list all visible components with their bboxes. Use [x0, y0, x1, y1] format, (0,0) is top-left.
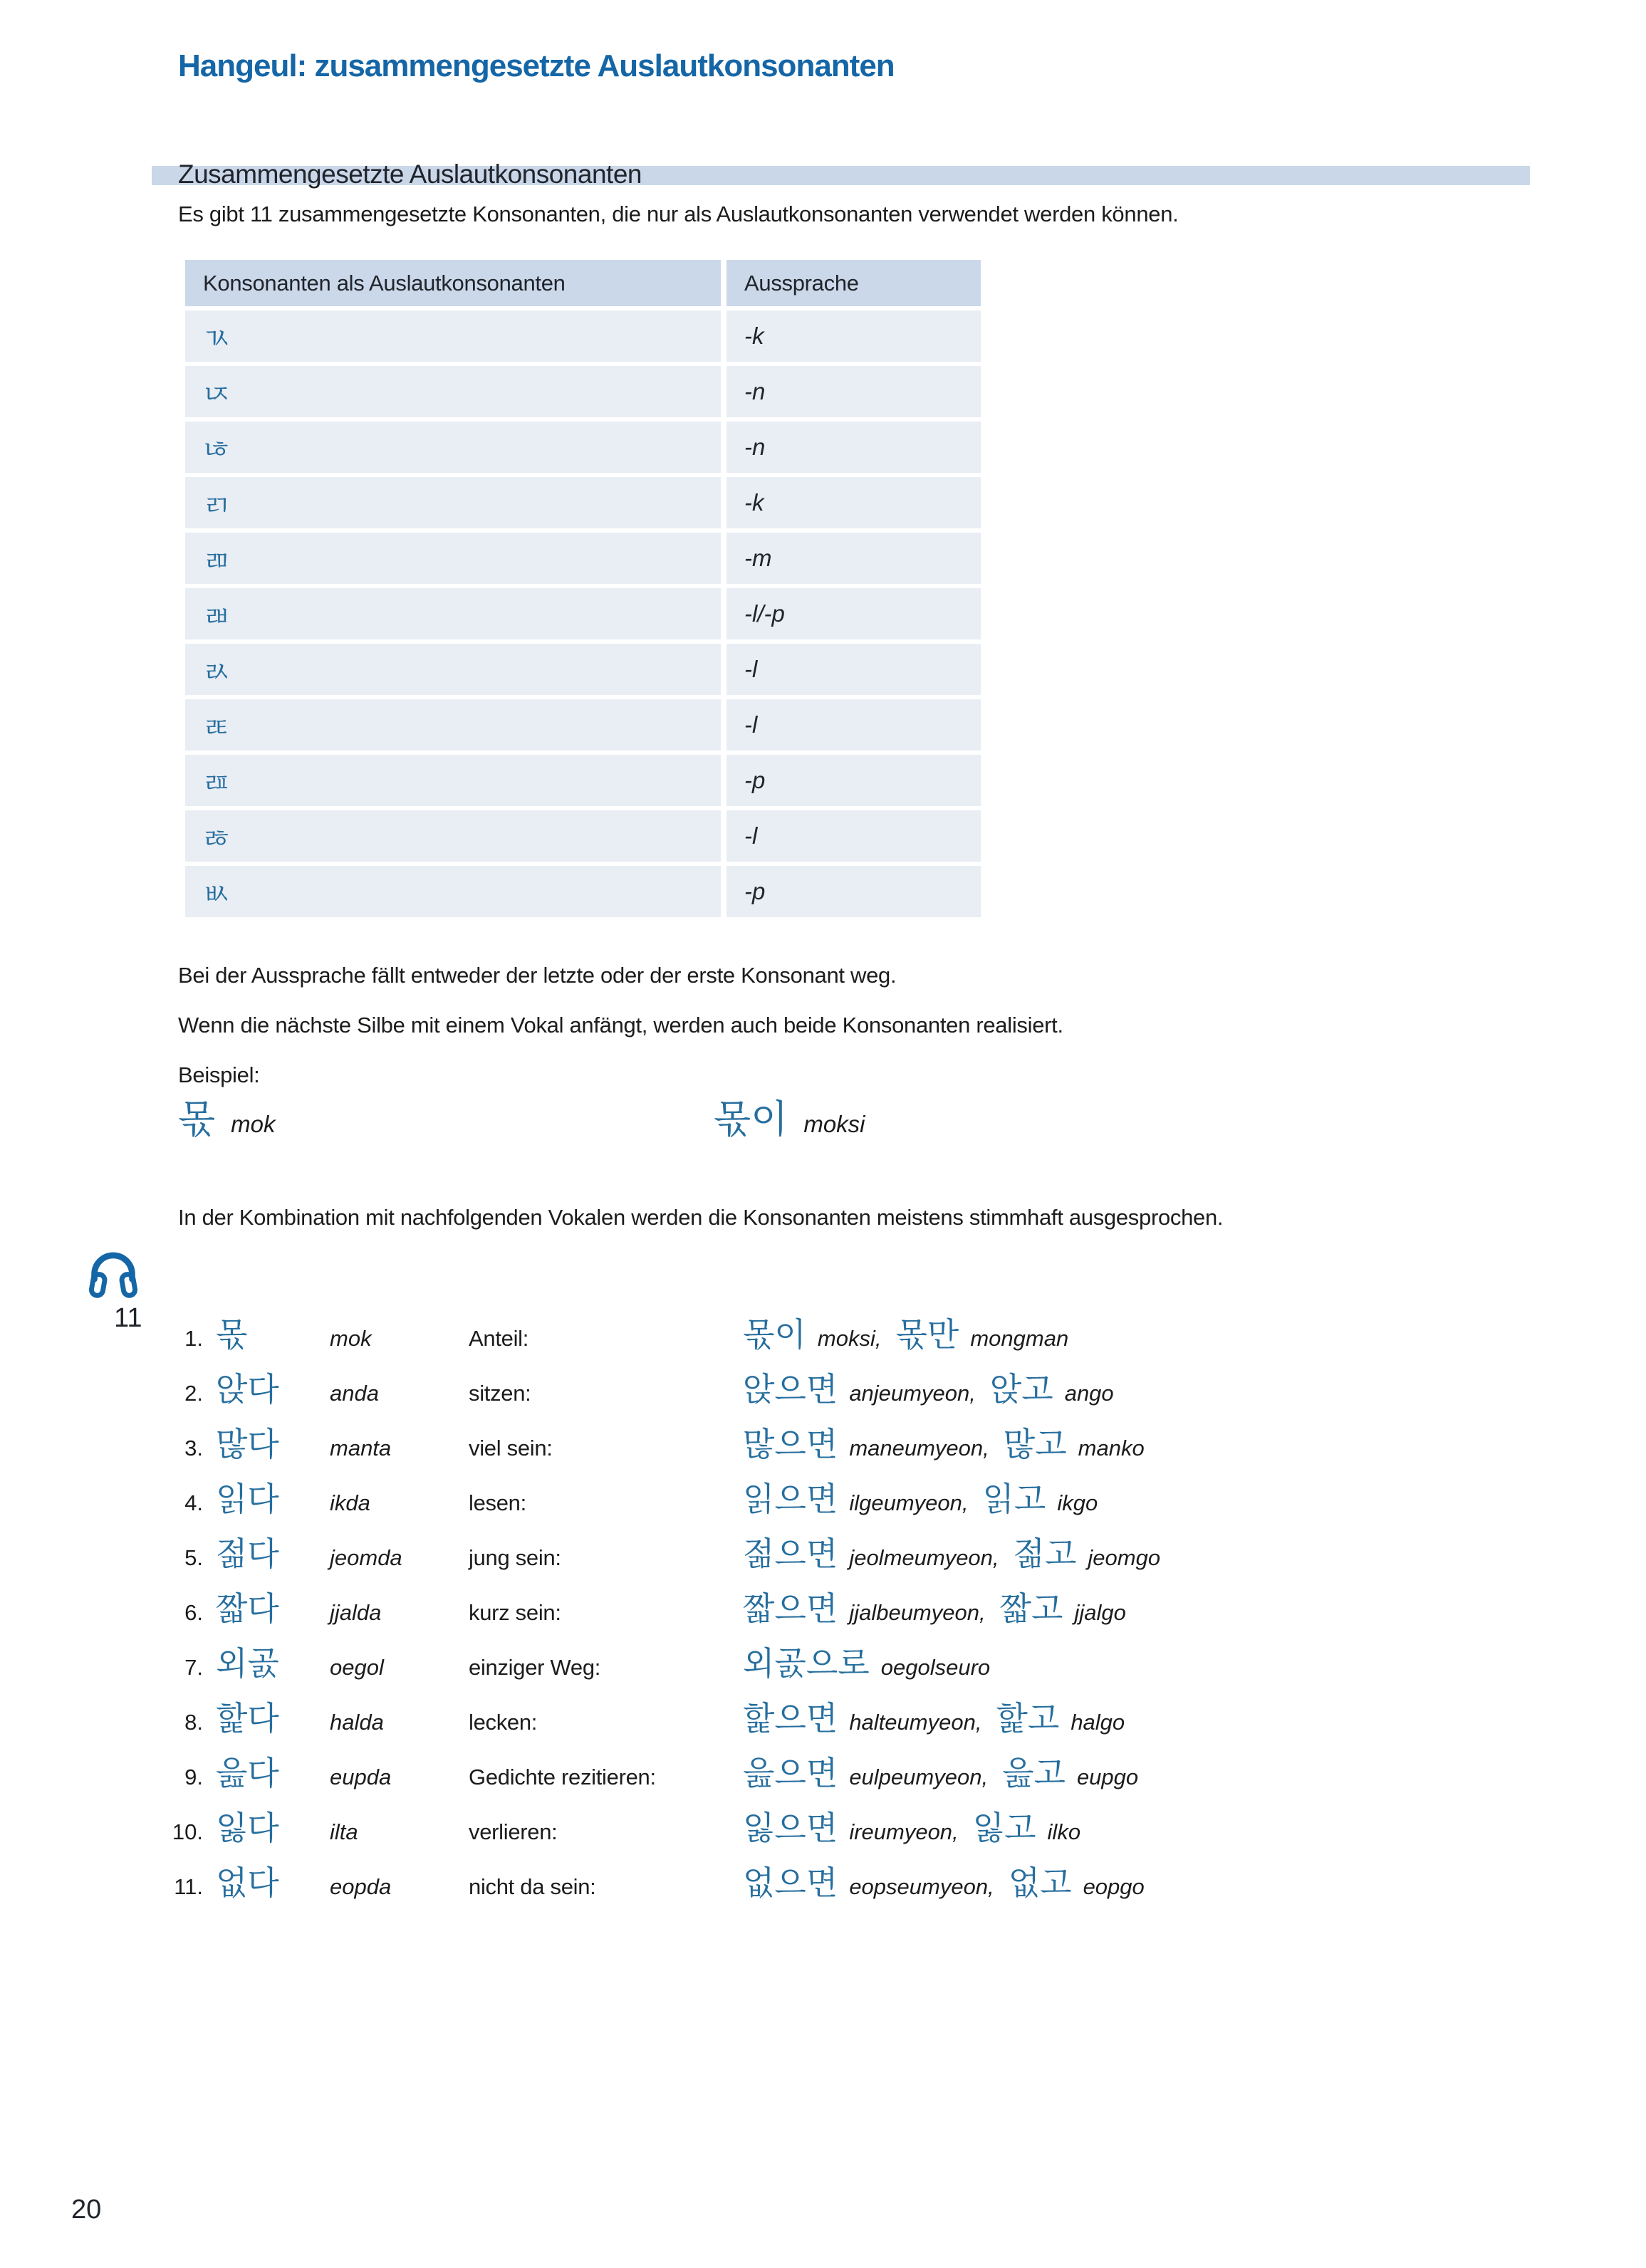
section-heading — [178, 155, 1531, 194]
audio-track-number: 11 — [114, 1303, 142, 1333]
item-number: 6. — [184, 1600, 203, 1625]
table-cell-pronunciation: -n — [726, 422, 981, 473]
list-item — [146, 1364, 1571, 1411]
example-romanization: jeomgo — [1088, 1545, 1161, 1570]
example-romanization: jjalgo — [1074, 1600, 1126, 1625]
item-korean: 잃다 — [216, 1809, 279, 1846]
item-examples — [743, 1473, 1571, 1520]
item-korean: 앉다 — [216, 1371, 279, 1408]
item-meaning: nicht da sein: — [469, 1874, 596, 1899]
item-meaning: sitzen: — [469, 1381, 531, 1406]
item-korean: 읊다 — [216, 1755, 279, 1792]
item-examples — [743, 1528, 1571, 1575]
item-korean: 짧다 — [216, 1590, 279, 1627]
item-number: 4. — [184, 1490, 203, 1515]
table-header-pronunciation: Aussprache — [726, 260, 981, 306]
example-korean: 잃고 — [972, 1809, 1036, 1846]
example-romanization: ikgo — [1057, 1490, 1098, 1515]
example-romanization: eupgo — [1076, 1765, 1139, 1789]
list-item — [146, 1802, 1571, 1849]
item-number: 8. — [184, 1710, 203, 1735]
item-number: 2. — [184, 1381, 203, 1406]
item-number: 1. — [184, 1326, 203, 1351]
example-romanization: jjalbeumyeon, — [849, 1600, 986, 1625]
example-romanization: eopseumyeon, — [849, 1874, 994, 1899]
item-romanization: ikda — [330, 1490, 370, 1515]
table-cell-pronunciation: -k — [726, 477, 981, 528]
example-word-2 — [714, 1092, 865, 1146]
example-korean: 읽으면 — [743, 1480, 838, 1517]
example-romanization: manko — [1078, 1436, 1145, 1460]
item-korean: 외곬 — [216, 1645, 279, 1682]
item-number: 3. — [184, 1436, 203, 1460]
item-examples — [743, 1418, 1571, 1465]
item-number: 7. — [184, 1655, 203, 1680]
item-romanization: ilta — [330, 1819, 358, 1844]
table-cell-consonant: ㄻ — [185, 533, 721, 584]
example-romanization: anjeumyeon, — [849, 1381, 976, 1406]
table-cell-consonant: ㄼ — [185, 588, 721, 639]
table-cell-pronunciation: -l/-p — [726, 588, 981, 639]
example-korean: 젊으면 — [743, 1535, 838, 1572]
list-item — [146, 1309, 1571, 1356]
table-cell-consonant: ㄵ — [185, 366, 721, 417]
example-romanization: eulpeumyeon, — [849, 1765, 989, 1789]
item-examples — [743, 1364, 1571, 1411]
example-korean: 읽고 — [982, 1480, 1046, 1517]
item-romanization: anda — [330, 1381, 379, 1406]
example-korean-1: 몫 — [178, 1098, 216, 1141]
example-romanization: ilgeumyeon, — [849, 1490, 969, 1515]
item-meaning: lesen: — [469, 1490, 526, 1515]
example-romanization-1: mok — [231, 1111, 276, 1137]
example-korean: 몫만 — [895, 1316, 959, 1353]
table-cell-consonant: ㅀ — [185, 810, 721, 862]
example-korean: 핥으면 — [743, 1700, 838, 1737]
item-examples — [743, 1802, 1571, 1849]
list-item — [146, 1693, 1571, 1740]
example-korean: 없고 — [1008, 1864, 1072, 1901]
item-examples — [743, 1583, 1571, 1630]
table-cell-pronunciation: -m — [726, 533, 981, 584]
item-examples — [743, 1693, 1571, 1740]
note-drop-rule: Bei der Aussprache fällt entweder der letzte oder der erste Konsonant weg. — [178, 963, 897, 988]
example-korean-2: 몫이 — [714, 1098, 788, 1141]
example-line — [178, 1092, 1531, 1149]
example-korean: 읊으면 — [743, 1755, 838, 1792]
list-item — [146, 1857, 1571, 1904]
list-item — [146, 1747, 1571, 1794]
list-item — [146, 1583, 1571, 1630]
item-meaning: jung sein: — [469, 1545, 561, 1570]
list-item — [146, 1418, 1571, 1465]
table-cell-consonant: ㄺ — [185, 477, 721, 528]
example-romanization: maneumyeon, — [849, 1436, 989, 1460]
example-romanization: halteumyeon, — [849, 1710, 982, 1735]
item-meaning: Gedichte rezitieren: — [469, 1765, 656, 1789]
list-item — [146, 1528, 1571, 1575]
example-label: Beispiel: — [178, 1062, 260, 1087]
example-korean: 외곬으로 — [743, 1645, 870, 1682]
table-cell-consonant: ㄳ — [185, 310, 721, 362]
example-word-1 — [178, 1092, 276, 1146]
example-romanization: moksi, — [817, 1326, 882, 1351]
example-korean: 읊고 — [1002, 1755, 1066, 1792]
example-korean: 없으면 — [743, 1864, 838, 1901]
example-korean: 짧고 — [999, 1590, 1063, 1627]
note-vowel-rule: Wenn die nächste Silbe mit einem Vokal anfängt, werden auch beide Konsonanten realisiert. — [178, 1013, 1063, 1038]
example-romanization: halgo — [1071, 1710, 1125, 1735]
example-korean: 짧으면 — [743, 1590, 838, 1627]
item-number: 11. — [174, 1874, 203, 1899]
item-meaning: viel sein: — [469, 1436, 553, 1460]
item-romanization: oegol — [330, 1655, 384, 1680]
example-romanization: eopgo — [1083, 1874, 1145, 1899]
item-romanization: jeomda — [330, 1545, 402, 1570]
example-korean: 앉고 — [989, 1371, 1053, 1408]
table-cell-pronunciation: -k — [726, 310, 981, 362]
table-cell-pronunciation: -n — [726, 366, 981, 417]
item-korean: 핥다 — [216, 1700, 279, 1737]
section-heading-text: Zusammengesetzte Auslautkonsonanten — [178, 160, 642, 189]
example-romanization: oegolseuro — [880, 1655, 991, 1680]
item-examples — [743, 1638, 1571, 1685]
item-romanization: eupda — [330, 1765, 392, 1789]
item-examples — [743, 1857, 1571, 1904]
final-consonant-table — [185, 260, 981, 917]
headphones-icon — [85, 1245, 150, 1299]
example-romanization: ilko — [1047, 1819, 1081, 1844]
item-number: 10. — [172, 1819, 203, 1844]
example-korean: 젊고 — [1013, 1535, 1077, 1572]
item-korean: 읽다 — [216, 1480, 279, 1517]
item-examples — [743, 1747, 1571, 1794]
example-korean: 몫이 — [743, 1316, 806, 1353]
item-korean: 젊다 — [216, 1535, 279, 1572]
word-list — [146, 1309, 1571, 1912]
page-title: Hangeul: zusammengesetzte Auslautkonsonanten — [178, 48, 895, 83]
example-romanization: mongman — [970, 1326, 1069, 1351]
example-korean: 앉으면 — [743, 1371, 838, 1408]
table-header-consonants: Konsonanten als Auslautkonsonanten — [185, 260, 721, 306]
example-korean: 많으면 — [743, 1426, 838, 1463]
item-korean: 많다 — [216, 1426, 279, 1463]
table-cell-pronunciation: -l — [726, 699, 981, 751]
item-number: 5. — [184, 1545, 203, 1570]
note-voicing-rule: In der Kombination mit nachfolgenden Vokalen werden die Konsonanten meistens stimmhaft ausgesprochen. — [178, 1205, 1224, 1230]
example-romanization: ango — [1064, 1381, 1114, 1406]
example-korean: 많고 — [1003, 1426, 1067, 1463]
item-meaning: lecken: — [469, 1710, 538, 1735]
item-korean: 없다 — [216, 1864, 279, 1901]
item-romanization: halda — [330, 1710, 384, 1735]
table-cell-pronunciation: -l — [726, 810, 981, 862]
intro-paragraph: Es gibt 11 zusammengesetzte Konsonanten, die nur als Auslautkonsonanten verwendet werden können. — [178, 202, 1179, 226]
example-romanization-2: moksi — [803, 1111, 865, 1137]
table-cell-pronunciation: -p — [726, 755, 981, 806]
example-romanization: ireumyeon, — [849, 1819, 959, 1844]
example-korean: 핥고 — [996, 1700, 1060, 1737]
table-cell-consonant: ㄶ — [185, 422, 721, 473]
item-romanization: jjalda — [330, 1600, 382, 1625]
item-meaning: kurz sein: — [469, 1600, 561, 1625]
table-cell-consonant: ㄽ — [185, 644, 721, 695]
item-romanization: eopda — [330, 1874, 392, 1899]
example-romanization: jeolmeumyeon, — [849, 1545, 999, 1570]
table-cell-consonant: ㅄ — [185, 866, 721, 917]
example-korean: 잃으면 — [743, 1809, 838, 1846]
item-examples — [743, 1309, 1571, 1356]
table-cell-pronunciation: -p — [726, 866, 981, 917]
table-cell-consonant: ㄾ — [185, 699, 721, 751]
list-item — [146, 1473, 1571, 1520]
audio-track-marker — [85, 1245, 150, 1334]
item-meaning: einziger Weg: — [469, 1655, 601, 1680]
item-romanization: manta — [330, 1436, 392, 1460]
table-cell-consonant: ㄿ — [185, 755, 721, 806]
item-number: 9. — [184, 1765, 203, 1789]
page-number: 20 — [71, 2195, 102, 2225]
item-korean: 몫 — [216, 1316, 248, 1353]
table-cell-pronunciation: -l — [726, 644, 981, 695]
item-romanization: mok — [330, 1326, 372, 1351]
item-meaning: Anteil: — [469, 1326, 529, 1351]
list-item — [146, 1638, 1571, 1685]
item-meaning: verlieren: — [469, 1819, 558, 1844]
